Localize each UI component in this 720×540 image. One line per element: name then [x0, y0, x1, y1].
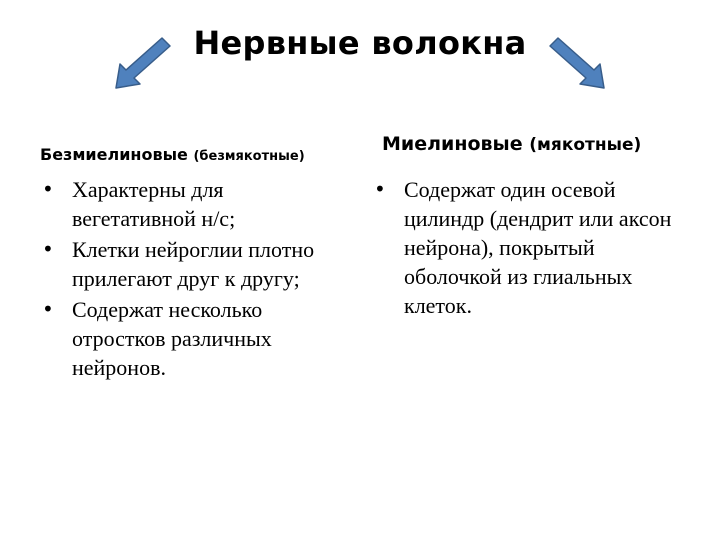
bullet-icon: •	[42, 177, 54, 201]
list-item	[40, 295, 340, 382]
left-bullet-list	[40, 175, 340, 384]
right-heading-main: Миелиновые	[382, 133, 523, 155]
list-item-text: Содержат один осевой цилиндр (дендрит или аксон нейрона), покрытый оболочкой из глиальных клеток.	[404, 177, 672, 318]
left-column-heading	[40, 145, 305, 164]
page-title: Нервные волокна	[193, 24, 527, 62]
bullet-icon: •	[42, 237, 54, 261]
list-item	[40, 175, 340, 233]
list-item	[372, 175, 692, 320]
bullet-icon: •	[374, 177, 386, 201]
right-column-heading	[382, 133, 641, 155]
right-bullet-list	[372, 175, 692, 322]
list-item-text: Характерны для вегетативной н/с;	[72, 177, 236, 231]
list-item	[40, 235, 340, 293]
bullet-icon: •	[42, 297, 54, 321]
list-item-text: Клетки нейроглии плотно прилегают друг к другу;	[72, 237, 315, 291]
right-heading-sub: (мякотные)	[529, 135, 642, 155]
left-heading-main: Безмиелиновые	[40, 145, 188, 164]
arrow-down-right-icon	[548, 36, 608, 92]
left-heading-sub: (безмякотные)	[193, 149, 305, 164]
list-item-text: Содержат несколько отростков различных нейронов.	[72, 297, 272, 380]
